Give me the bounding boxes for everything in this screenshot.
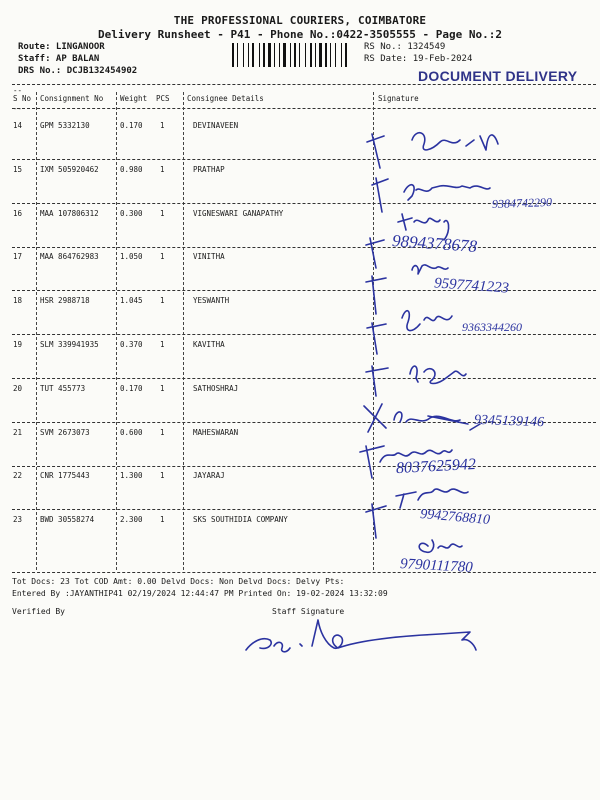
barcode-bar <box>297 43 298 67</box>
runsheet-subtitle: Delivery Runsheet - P41 - Phone No.:0422-3505555 - Page No.:2 <box>98 28 502 41</box>
barcode-bar <box>255 43 258 67</box>
tick-marks <box>360 134 388 538</box>
row-consignee: VIGNESWARI GANAPATHY <box>193 209 284 218</box>
row-consignment: GPM 5332130 <box>40 121 90 130</box>
barcode-bar <box>259 43 260 67</box>
barcode-bar <box>310 43 312 67</box>
row-divider <box>12 247 596 248</box>
row-consignee: PRATHAP <box>193 165 225 174</box>
row-weight: 1.045 <box>120 296 143 305</box>
row-sno: 20 <box>13 384 23 393</box>
footer-rule <box>12 572 596 573</box>
signature-20 <box>394 412 480 430</box>
row-sno: 22 <box>13 471 23 480</box>
barcode-bar <box>252 43 254 67</box>
header-marker: -- <box>13 86 23 95</box>
row-sno: 17 <box>13 252 23 261</box>
row-divider <box>12 378 596 379</box>
barcode-bar <box>330 43 331 67</box>
header-marker-2: -- <box>13 104 23 113</box>
row-weight: 0.600 <box>120 428 143 437</box>
barcode-bar <box>243 43 244 67</box>
totals-line: Tot Docs: 23 Tot COD Amt: 0.00 Delvd Docs: Non Delvd Docs: Delvy Pts: <box>12 577 345 586</box>
verified-by-label: Verified By <box>12 607 65 616</box>
signature-17 <box>412 265 448 274</box>
row-consignment: CNR 1775443 <box>40 471 90 480</box>
barcode-bar <box>268 43 271 67</box>
handwritten-phone: 9384742290 <box>491 194 553 212</box>
barcode-bar <box>261 43 262 67</box>
handwritten-phone: 8037625942 <box>395 455 477 478</box>
row-consignee: MAHESWARAN <box>193 428 239 437</box>
col-separator <box>36 92 37 570</box>
barcode-bar <box>272 43 273 67</box>
row-consignee: KAVITHA <box>193 340 225 349</box>
signature-18 <box>402 311 452 331</box>
row-consignee: SKS SOUTHIDIA COMPANY <box>193 515 288 524</box>
barcode-bar <box>332 43 334 67</box>
barcode-bar <box>343 43 344 67</box>
barcode-bar <box>328 43 329 67</box>
barcode-bar <box>319 43 322 67</box>
row-sno: 23 <box>13 515 23 524</box>
handwritten-phone: 9363344260 <box>462 320 522 334</box>
barcode <box>232 43 356 67</box>
staff-label: Staff: AP BALAN <box>18 54 100 64</box>
col-consignee: Consignee Details <box>187 94 264 103</box>
document-delivery-stamp: DOCUMENT DELIVERY <box>418 68 578 84</box>
barcode-bar <box>235 43 236 67</box>
signature-15 <box>404 185 490 200</box>
row-pcs: 1 <box>160 296 165 305</box>
barcode-bar <box>299 43 300 67</box>
barcode-bar <box>248 43 249 67</box>
row-divider <box>12 159 596 160</box>
row-sno: 18 <box>13 296 23 305</box>
col-signature: Signature <box>378 94 419 103</box>
row-consignee: JAYARAJ <box>193 471 225 480</box>
row-sno: 14 <box>13 121 23 130</box>
barcode-bar <box>301 43 304 67</box>
rs-date: RS Date: 19-Feb-2024 <box>364 54 473 64</box>
handwritten-phone: 9790111780 <box>399 556 474 576</box>
row-sno: 16 <box>13 209 23 218</box>
row-weight: 2.300 <box>120 515 143 524</box>
barcode-bar <box>250 43 251 67</box>
col-consignment: Consignment No <box>40 94 104 103</box>
handwritten-phone: 9894378678 <box>391 231 478 256</box>
barcode-bar <box>335 43 336 67</box>
row-consignee: YESWANTH <box>193 296 230 305</box>
row-pcs: 1 <box>160 515 165 524</box>
row-divider <box>12 509 596 510</box>
row-consignment: HSR 2988718 <box>40 296 90 305</box>
row-consignment: MAA 864762983 <box>40 252 99 261</box>
barcode-bar <box>325 43 327 67</box>
row-weight: 1.050 <box>120 252 143 261</box>
row-divider <box>12 466 596 467</box>
barcode-bar <box>313 43 314 67</box>
row-consignment: SVM 2673073 <box>40 428 90 437</box>
row-pcs: 1 <box>160 209 165 218</box>
barcode-bar <box>245 43 247 67</box>
row-pcs: 1 <box>160 165 165 174</box>
handwritten-phone: 9345139146 <box>473 412 545 431</box>
barcode-bar <box>287 43 289 67</box>
barcode-bar <box>276 43 278 67</box>
header-top-rule <box>12 84 596 85</box>
barcode-bar <box>281 43 282 67</box>
row-weight: 1.300 <box>120 471 143 480</box>
company-title: THE PROFESSIONAL COURIERS, COIMBATORE <box>173 14 427 27</box>
row-consignment: IXM 505920462 <box>40 165 99 174</box>
staff-signature-ink <box>246 620 476 652</box>
row-consignment: MAA 107806312 <box>40 209 99 218</box>
row-pcs: 1 <box>160 384 165 393</box>
row-sno: 15 <box>13 165 23 174</box>
row-weight: 0.980 <box>120 165 143 174</box>
barcode-bar <box>341 43 342 67</box>
barcode-bar <box>279 43 280 67</box>
row-consignee: VINITHA <box>193 252 225 261</box>
signature-19 <box>410 366 466 383</box>
row-weight: 0.170 <box>120 384 143 393</box>
row-pcs: 1 <box>160 340 165 349</box>
signature-22 <box>396 489 468 508</box>
barcode-bar <box>315 43 316 67</box>
handwritten-phone: 9942768810 <box>419 506 491 529</box>
row-consignment: TUT 455773 <box>40 384 86 393</box>
col-separator <box>183 92 184 570</box>
col-separator <box>116 92 117 570</box>
barcode-bar <box>263 43 265 67</box>
staff-signature-label: Staff Signature <box>272 607 345 616</box>
barcode-bar <box>232 43 234 67</box>
barcode-bar <box>266 43 267 67</box>
row-sno: 19 <box>13 340 23 349</box>
row-consignment: BWD 30558274 <box>40 515 95 524</box>
signature-14 <box>412 133 498 150</box>
drs-number: DRS No.: DCJB132454902 <box>18 66 138 76</box>
row-sno: 21 <box>13 428 23 437</box>
row-weight: 0.170 <box>120 121 143 130</box>
barcode-bar <box>274 43 275 67</box>
barcode-bar <box>290 43 291 67</box>
header-bottom-rule <box>12 108 596 109</box>
row-pcs: 1 <box>160 121 165 130</box>
barcode-bar <box>337 43 340 67</box>
barcode-bar <box>292 43 293 67</box>
row-pcs: 1 <box>160 252 165 261</box>
row-consignment: SLM 339941935 <box>40 340 99 349</box>
barcode-bar <box>305 43 306 67</box>
row-consignee: DEVINAVEEN <box>193 121 239 130</box>
barcode-bar <box>317 43 318 67</box>
row-consignee: SATHOSHRAJ <box>193 384 239 393</box>
col-weight: Weight <box>120 94 148 103</box>
entered-by-line: Entered By :JAYANTHIP41 02/19/2024 12:44:47 PM Printed On: 19-02-2024 13:32:09 <box>12 589 388 598</box>
row-pcs: 1 <box>160 471 165 480</box>
barcode-bar <box>345 43 347 67</box>
col-separator <box>373 92 374 570</box>
barcode-bar <box>294 43 296 67</box>
rs-number: RS No.: 1324549 <box>364 42 446 52</box>
row-weight: 0.300 <box>120 209 143 218</box>
row-pcs: 1 <box>160 428 165 437</box>
barcode-bar <box>237 43 238 67</box>
barcode-bar <box>307 43 309 67</box>
row-weight: 0.370 <box>120 340 143 349</box>
col-pcs: PCS <box>156 94 170 103</box>
barcode-bar <box>323 43 324 67</box>
col-sno: S No <box>13 94 32 103</box>
barcode-bar <box>239 43 242 67</box>
route-label: Route: LINGANOOR <box>18 42 105 52</box>
handwritten-phone: 9597741223 <box>433 275 510 297</box>
barcode-bar <box>283 43 286 67</box>
signature-23 <box>419 540 462 552</box>
